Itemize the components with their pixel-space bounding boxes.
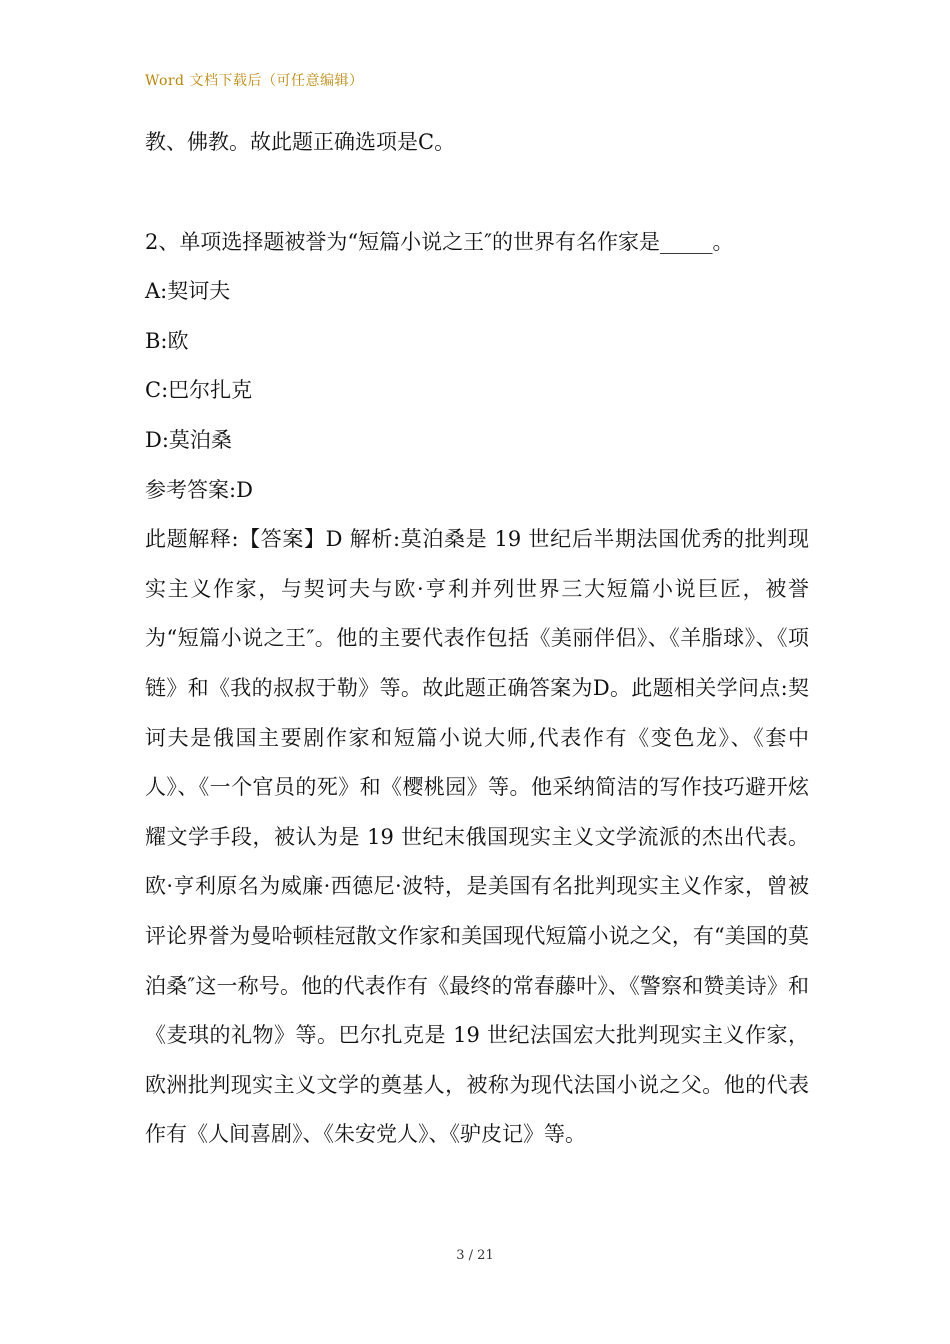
option-d: D:莫泊桑 [145, 427, 232, 452]
option-b: B:欧 [145, 328, 189, 353]
answer-explanation: 此题解释:【答案】D 解析:莫泊桑是 19 世纪后半期法国优秀的批判现实主义作家，与契诃夫与欧·亨利并列世界三大短篇小说巨匠，被誉为“短篇小说之王″。他的主要代表作包括《美丽伴侣》、《羊脂球》、《项链》和《我的叔叔于勒》等。故此题正确答案为D。此题相关学问点:契诃夫是俄国主要剧作家和短篇小说大师,代表作有《变色龙》、《套中人》、《一个官员的死》和《樱桃园》等。他采纳简洁的写作技巧避开炫耀文学手段，被认为是 19 世纪末俄国现实主义文学流派的杰出代表。欧·亨利原名为威廉·西德尼·波特，是美国有名批判现实主义作家，曾被评论界誉为曼哈顿桂冠散文作家和美国现代短篇小说之父，有“美国的莫泊桑″这一称号。他的代表作有《最终的常春藤叶》、《警察和赞美诗》和《麦琪的礼物》等。巴尔扎克是 19 世纪法国宏大批判现实主义作家，欧洲批判现实主义文学的奠基人，被称为现代法国小说之父。他的代表作有《人间喜剧》、《朱安党人》、《驴皮记》等。 [145, 527, 809, 1147]
option-c: C:巴尔扎克 [145, 378, 253, 403]
option-a: A:契诃夫 [145, 279, 231, 304]
paragraph-gap [145, 168, 809, 218]
page-number: 3 / 21 [456, 1248, 494, 1263]
header-note: Word 文档下载后（可任意编辑） [145, 73, 364, 89]
question-stem: 2、单项选择题被誉为“短篇小说之王″的世界有名作家是_____。 [145, 229, 734, 254]
continuation-text: 教、佛教。故此题正确选项是C。 [145, 130, 456, 154]
reference-answer: 参考答案:D [145, 477, 253, 502]
page-content [145, 118, 809, 1160]
